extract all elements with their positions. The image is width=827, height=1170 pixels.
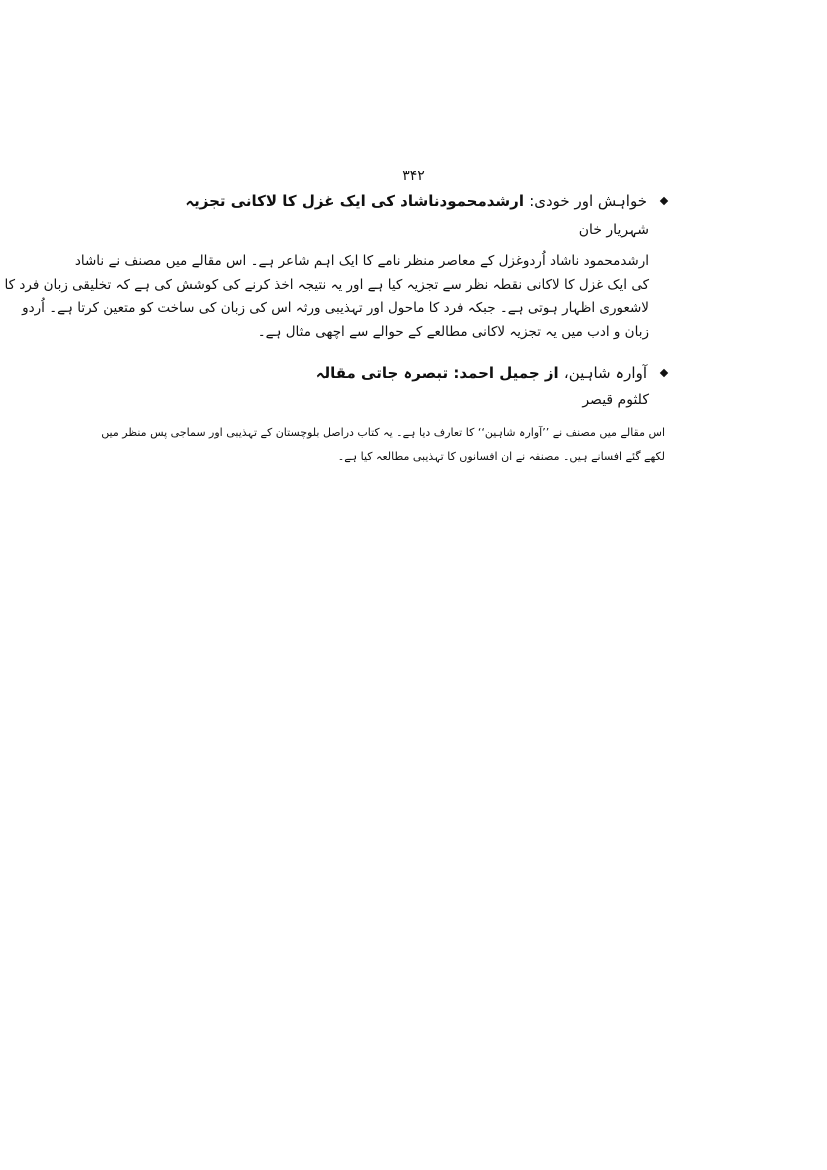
entry-2-title-row: [316, 364, 667, 382]
entry-1-title-main: ارشدمحمودناشاد کی ایک غزل کا لاکانی تجزیہ: [185, 192, 524, 210]
bullet-icon: [660, 369, 668, 377]
entry-2-author: کلثوم قیصر: [582, 392, 649, 408]
entry-2-abstract: [101, 421, 665, 469]
entry-2-title-prefix: آوارہ شاہین،: [563, 364, 647, 382]
bullet-icon: [660, 197, 668, 205]
entry-2-title-main: از جمیل احمد: تبصرہ جاتی مقالہ: [315, 364, 559, 382]
abstract-line: لاشعوری اظہار ہوتی ہے۔ جبکہ فرد کا ماحول اور تہذیبی ورثہ اس کی زبان کی ساخت کو متعین کرتا ہے۔ اُردو: [22, 300, 649, 316]
entry-1-abstract: [4, 250, 649, 344]
abstract-line: اس مقالے میں مصنف نے ’’آوارہ شاہین‘‘ کا تعارف دیا ہے۔ یہ کتاب دراصل بلوچستان کے تہذیبی اور سماجی پس منظر میں: [101, 426, 665, 439]
entry-1-author: شہریار خان: [578, 222, 649, 238]
abstract-line: ارشدمحمود ناشاد اُردوغزل کے معاصر منظر نامے کا ایک اہم شاعر ہے۔ اس مقالے میں مصنف نے ناشاد: [74, 253, 649, 269]
page-number: ۳۴۲: [402, 168, 425, 184]
entry-1-title-prefix: خواہش اور خودی:: [529, 192, 647, 210]
abstract-line: کی ایک غزل کا لاکانی نقطہ نظر سے تجزیہ کیا ہے اور یہ نتیجہ اخذ کرنے کی کوشش کی ہے کہ تخلیقی زبان فرد کا: [4, 276, 649, 293]
entry-1-title: [185, 192, 647, 210]
entry-1-title-row: [185, 192, 667, 210]
abstract-line: زبان و ادب میں یہ تجزیہ لاکانی مطالعے کے حوالے سے اچھی مثال ہے۔: [257, 323, 649, 340]
entry-2-title: [316, 364, 647, 382]
abstract-line: لکھے گئے افسانے ہیں۔ مصنفہ نے ان افسانوں کا تہذیبی مطالعہ کیا ہے۔: [337, 450, 665, 463]
